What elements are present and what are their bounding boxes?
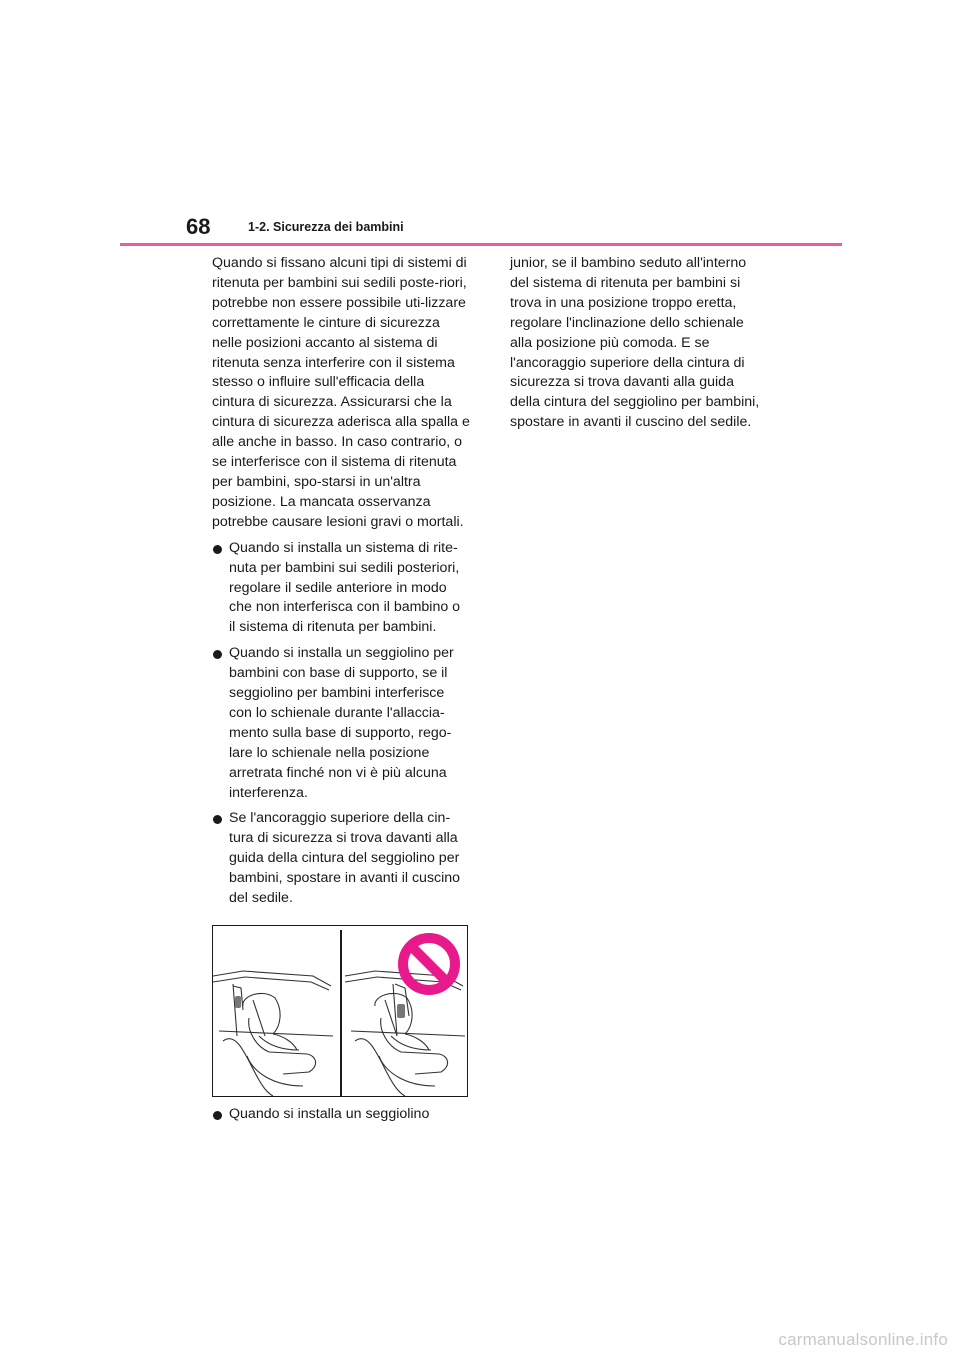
correct-seat-drawing (213, 971, 333, 1096)
bullet-icon (213, 545, 222, 554)
section-title: 1-2. Sicurezza dei bambini (248, 220, 404, 234)
incorrect-seat-drawing (345, 971, 465, 1096)
left-column (212, 254, 470, 1131)
header-rule (120, 243, 842, 246)
bullet-icon (213, 815, 222, 824)
right-column (510, 254, 760, 439)
bullet-text: Quando si installa un seggiolino per bambini con base di supporto, se il seggiolino per bambini interferisce con lo schienale durante l'allaccia-mento sulla base di supporto, rego-lare lo schienale nella posizione arretrata finché non vi è più alcuna interferenza. (229, 645, 454, 801)
seat-illustration-drawing (213, 926, 467, 1096)
bullet-item (212, 644, 470, 803)
bullet-item (212, 539, 470, 639)
bullet-item (212, 809, 470, 909)
bullet-text: Quando si installa un seggiolino (229, 1106, 430, 1122)
seatbelt-anchor-drawing (235, 996, 405, 1018)
bullet-text: Se l'ancoraggio superiore della cin-tura di sicurezza si trova davanti alla guida della cintura del seggiolino per bambini, spostare in avanti il cuscino del sedile. (229, 810, 461, 907)
bullet-item (212, 1105, 470, 1125)
bullet-icon (213, 650, 222, 659)
bullet-text: Quando si installa un sistema di rite-nuta per bambini sui sedili posteriori, regolare il sedile anteriore in modo che non interferisca con il bambino o il sistema di ritenuta per bambini. (229, 539, 461, 636)
continuation-paragraph: junior, se il bambino seduto all'interno del sistema di ritenuta per bambini si trova in una posizione troppo eretta, regolare l'inclinazione dello schienale alla posizione più comoda. E se l'ancoraggio superiore della cintura di sicurezza si trova davanti alla guida della cintura del seggiolino per bambini, spostare in avanti il cuscino del sedile. (510, 255, 760, 431)
bullet-icon (213, 1111, 222, 1120)
seat-illustration (212, 925, 468, 1097)
watermark: carmanualsonline.info (778, 1330, 948, 1349)
page-number: 68 (186, 214, 211, 239)
intro-paragraph: Quando si fissano alcuni tipi di sistemi di ritenuta per bambini sui sedili poste-riori, potrebbe non essere possibile uti-lizzare correttamente le cinture di sicurezza nelle posizioni accanto al sistema di ritenuta senza interferire con il sistema stesso o influire sull'efficacia della cintura di sicurezza. Assicurarsi che la cintura di sicurezza aderisca alla spalla e alle anche in basso. In caso contrario, o se interferisce con il sistema di ritenuta per bambini, spo-starsi in un'altra posizione. La mancata osservanza potrebbe causare lesioni gravi o mortali. (212, 255, 470, 530)
prohibition-icon (403, 938, 455, 990)
